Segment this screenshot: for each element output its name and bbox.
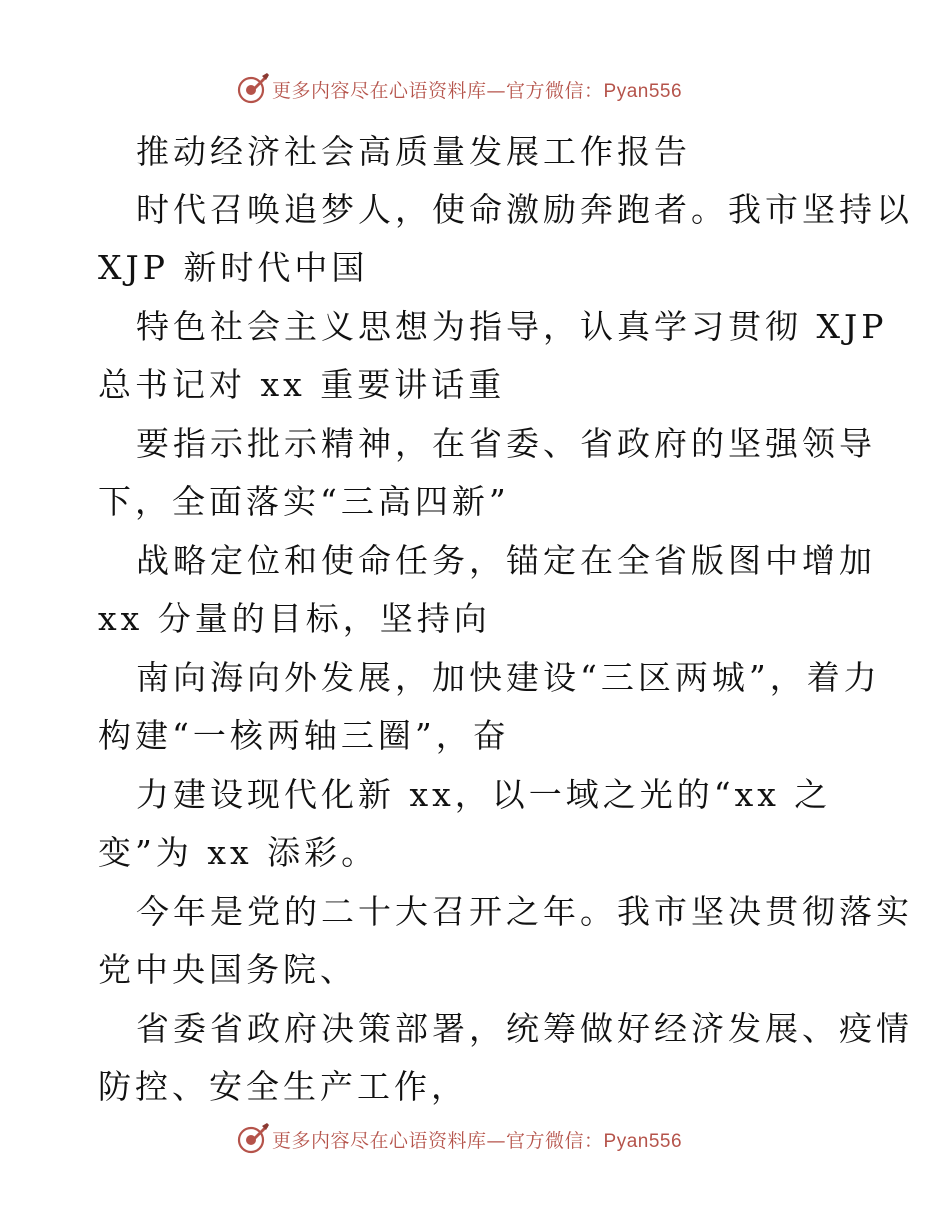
header-banner [0,70,950,110]
body-line: 总书记对 xx 重要讲话重 [98,365,506,404]
footer-banner [0,1120,950,1160]
body-line: 变”为 xx 添彩。 [98,833,379,872]
body-line: xx 分量的目标，坚持向 [98,599,491,638]
wechat-id: Pyan556 [603,1131,683,1152]
wechat-id: Pyan556 [603,81,683,102]
banner-label: 更多内容尽在心语资料库—官方微信： [272,80,604,102]
body-line: 特色社会主义思想为指导，认真学习贯彻 XJP [136,307,888,346]
body-line: 南向海向外发展，加快建设“三区两城”，着力 [136,658,881,697]
quill-pen-logo-icon [236,1122,270,1156]
quill-pen-logo-icon [236,72,270,106]
banner-text [272,77,682,105]
body-line: 今年是党的二十大召开之年。我市坚决贯彻落实 [136,892,913,931]
body-line: 省委省政府决策部署，统筹做好经济发展、疫情 [136,1009,913,1048]
body-line: 力建设现代化新 xx，以一域之光的“xx 之 [136,775,832,814]
body-line: 党中央国务院、 [98,950,357,989]
doc-title: 推动经济社会高质量发展工作报告 [136,132,691,171]
banner-text [272,1127,682,1155]
body-line: 要指示批示精神，在省委、省政府的坚强领导 [136,424,876,463]
body-line: 战略定位和使命任务，锚定在全省版图中增加 [136,541,876,580]
body-line: 时代召唤追梦人，使命激励奔跑者。我市坚持以 [136,190,913,229]
body-line: XJP 新时代中国 [98,248,369,287]
banner-label: 更多内容尽在心语资料库—官方微信： [272,1130,604,1152]
body-line: 构建“一核两轴三圈”，奋 [98,716,510,755]
body-line: 防控、安全生产工作， [98,1067,468,1106]
body-line: 下，全面落实“三高四新” [98,482,510,521]
